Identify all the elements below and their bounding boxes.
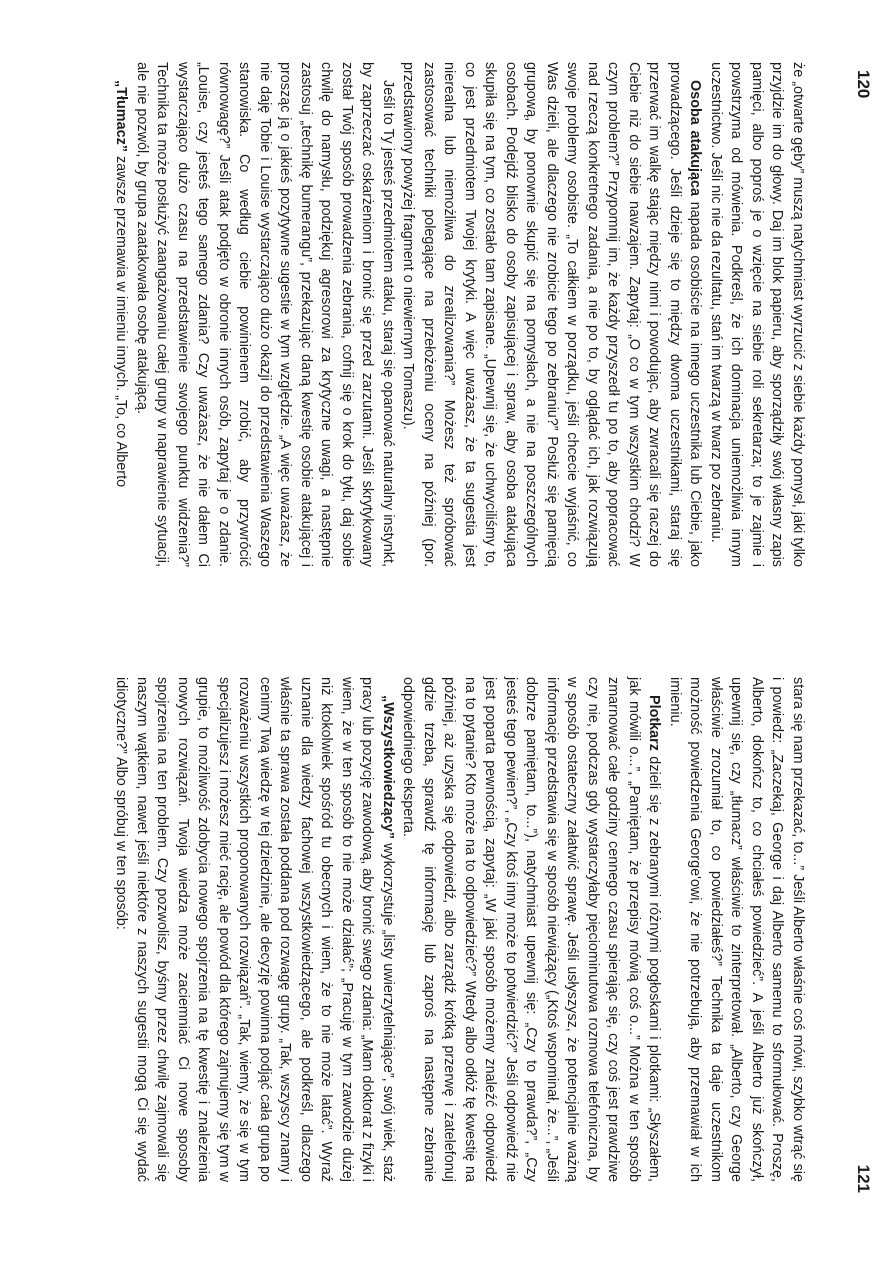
text-column [111,62,808,567]
text-column [111,677,808,1182]
paragraph-lead: „Wszystkowiedzący” [380,695,396,839]
paragraph: Jeśli to Ty jesteś przedmiotem ataku, staraj się opanować naturalny instynkt, by zaprzeczać oskarżeniom i bronić się przed zarzutami. Jeśli skrytykowany został Twój sposób prowadzenia zebrania, cofnij się o krok do tyłu, daj sobie chwilę do namysłu, podziękuj agresorowi za krytyczne uwagi, a następnie zastosuj „technikę bumerangu”, przekazując daną kwestię osobie atakującej i prosząc ją o jakieś pozytywne sugestie w tym względzie. „A więc uważasz, że nie daję Tobie i Louise wystarczająco dużo okazji do przedstawienia Waszego stanowiska. Co według ciebie powinienem zrobić, aby przywrócić równowagę?” Jeśli atak podjęto w obronie innych osób, zapytaj je o zdanie. „Louise, czy jesteś tego samego zdania? Czy uważasz, że nie dałem Ci wystarczająco dużo czasu na przedstawienie swojego punktu widzenia?” Technika ta może posłużyć zaangażowaniu całej grupy w naprawienie sytuacji, ale nie pozwól, by grupa zaatakowała osobę atakującą. [134,62,396,567]
paragraph: stara się nam przekazać, to...” Jeśli Alberto właśnie coś mówi, szybko wtrąć się i powiedz: „Zaczekaj, George i daj Alberto samemu to sformułować. Proszę, Alberto, dokończ to, co chciałeś powiedzieć”. A jeśli Alberto już skończył, upewnij się, czy „tłumacz” właściwie to zinterpretował. „Alberto, czy George właściwie zrozumiał to, co powiedziałeś?” Technika ta daje uczestnikom możność powiedzenia George'owi, że nie potrzebują, aby przemawiał w ich imieniu. [667,677,806,1182]
page-number: 121 [854,1164,873,1193]
paragraph-wszystkowiedzacy: „Wszystkowiedzący” wykorzystuje „listy uwierzytelniające”, swój wiek, staż pracy lub pozycję zawodową, aby bronić swego zdania: „Mam doktorat z fizyki i wiem, że w ten sposób to nie może działać”; „Pracuję w tym zawodzie dużej niż ktokolwiek spośród tu obecnych i wiem, że to nie może latać”. Wyraź uznanie dla wiedzy fachowej wszystkowiedzącego, ale podkreśl, dlaczego właśnie ta sprawa została poddana pod rozwagę grupy. „Tak, wszyscy znamy i cenimy Twą wiedzę w tej dziedzinie, ale decyzję powinna podjąć cała grupa po rozważeniu wszystkich proponowanych rozwiązań”. „Tak, wiemy, że się w tym specjalizujesz i możesz mieć rację, ale powód dla którego zajmujemy się tym w grupie, to możliwość zdobycia nowego spojrzenia na tę kwestię i znalezienia nowych rozwiązań. Twoja wiedza może zaciemniać Ci nowe sposoby spojrzenia na ten problem. Czy pozwolisz, byśmy przez chwilę zajmowali się naszym wątkiem, nawet jeśli niektóre z naszych sugestii mogą Ci się wydać idiotyczne?” Albo spróbuj w ten sposób: [113,677,396,1182]
page-number: 120 [854,70,873,99]
paragraph: że „otwarte gęby” muszą natychmiast wyrzucić z siebie każdy pomysł, jaki tylko przyjdzie im do głowy. Daj im blok papieru, aby sporządziły swój własny zapis pamięci, albo poproś je o wzięcie na siebie roli sekretarza; to je zajmie i powstrzyma od mówienia. Podkreśl, że ich dominacja uniemożliwia innym uczestnictwo. Jeśli nic nie da rezultatu, stań im twarzą w twarz po zebraniu. [708,62,806,567]
paragraph-plotkarz: Plotkarz dzieli się z zebranymi różnymi pogłoskami i plotkami: „Słyszałem, jak mówili o...”, „Pamiętam, że przepisy mówią coś o...” Można w ten sposób zmarnować całe godziny cennego czasu spierając się, czy coś jest prawdziwe czy nie, podczas gdy wystarczyłaby pięciominutowa rozmowa telefoniczna, by w sposób ostateczny załatwić sprawę. Jeśli usłyszysz, że potencjalnie ważną informację przedstawia się w sposób niewiążący („Ktoś wspominał, że...”, „Jeśli dobrze pamiętam, to...”), natychmiast upewnij się: „Czy to prawda?”, „Czy jesteś tego pewien?”, „Czy ktoś inny może to potwierdzić?” Jeśli odpowiedź nie jest poparta pewnością, zapytaj: „W jaki sposób możemy znaleźć odpowiedź na to pytanie? Kto może na to odpowiedzieć?” Wtedy albo odłóż tę kwestię na później, aż uzyska się odpowiedź, albo zarządź krótką przerwę i zatelefonuj gdzie trzeba, sprawdź tę informację lub zaproś na następne zebranie odpowiedniego eksperta. [400,677,663,1182]
paragraph-tlumacz: „Tłumacz” zawsze przemawia w imieniu innych. „To, co Alberto [113,80,130,488]
paragraph-lead: Plotkarz [646,695,663,751]
left-page [0,0,893,631]
paragraph-osoba-atakujaca: Osoba atakująca napada osobiście na innego uczestnika lub Ciebie, jako prowadzącego. Jeśli dzieje się to między dwoma uczestnikami, staraj się przerwać im walkę stając między nimi i powodując, aby zwracali się raczej do Ciebie niż do siebie nawzajem. Zapytaj: „O co w tym wszystkim chodzi? W czym problem?” Przypomnij im, że każdy przyszedł tu po to, aby popracować nad rzeczą konkretnego zadania, a nie po to, by oglądać ich, jak rozwiązują swoje problemy osobiste. „To całkiem w porządku, jeśli chcecie wyjaśnić, co Was dzieli, ale dlaczego nie zrobicie tego po zebraniu?” Posłuż się pamięcią grupową, by ponownie skupić się na pomysłach, a nie na poszczególnych osobach. Podejdź blisko do osoby zapisującej i spraw, aby osoba atakująca skupiła się na tym, co zostało tam zapisane. „Upewnij się, że uchwyciliśmy to, co jest przedmiotem Twojej krytyki. A więc uważasz, że ta sugestia jest nierealna lub niemożliwa do zrealizowania?” Możesz też spróbować zastosować techniki polegające na przełożeniu oceny na później (por. przedstawiony powyżej fragment o niewiernym Tomaszu). [400,62,704,568]
right-page [0,632,893,1263]
paragraph-lead: Osoba atakująca [687,80,704,197]
paragraph-lead: „Tłumacz” [113,80,130,152]
